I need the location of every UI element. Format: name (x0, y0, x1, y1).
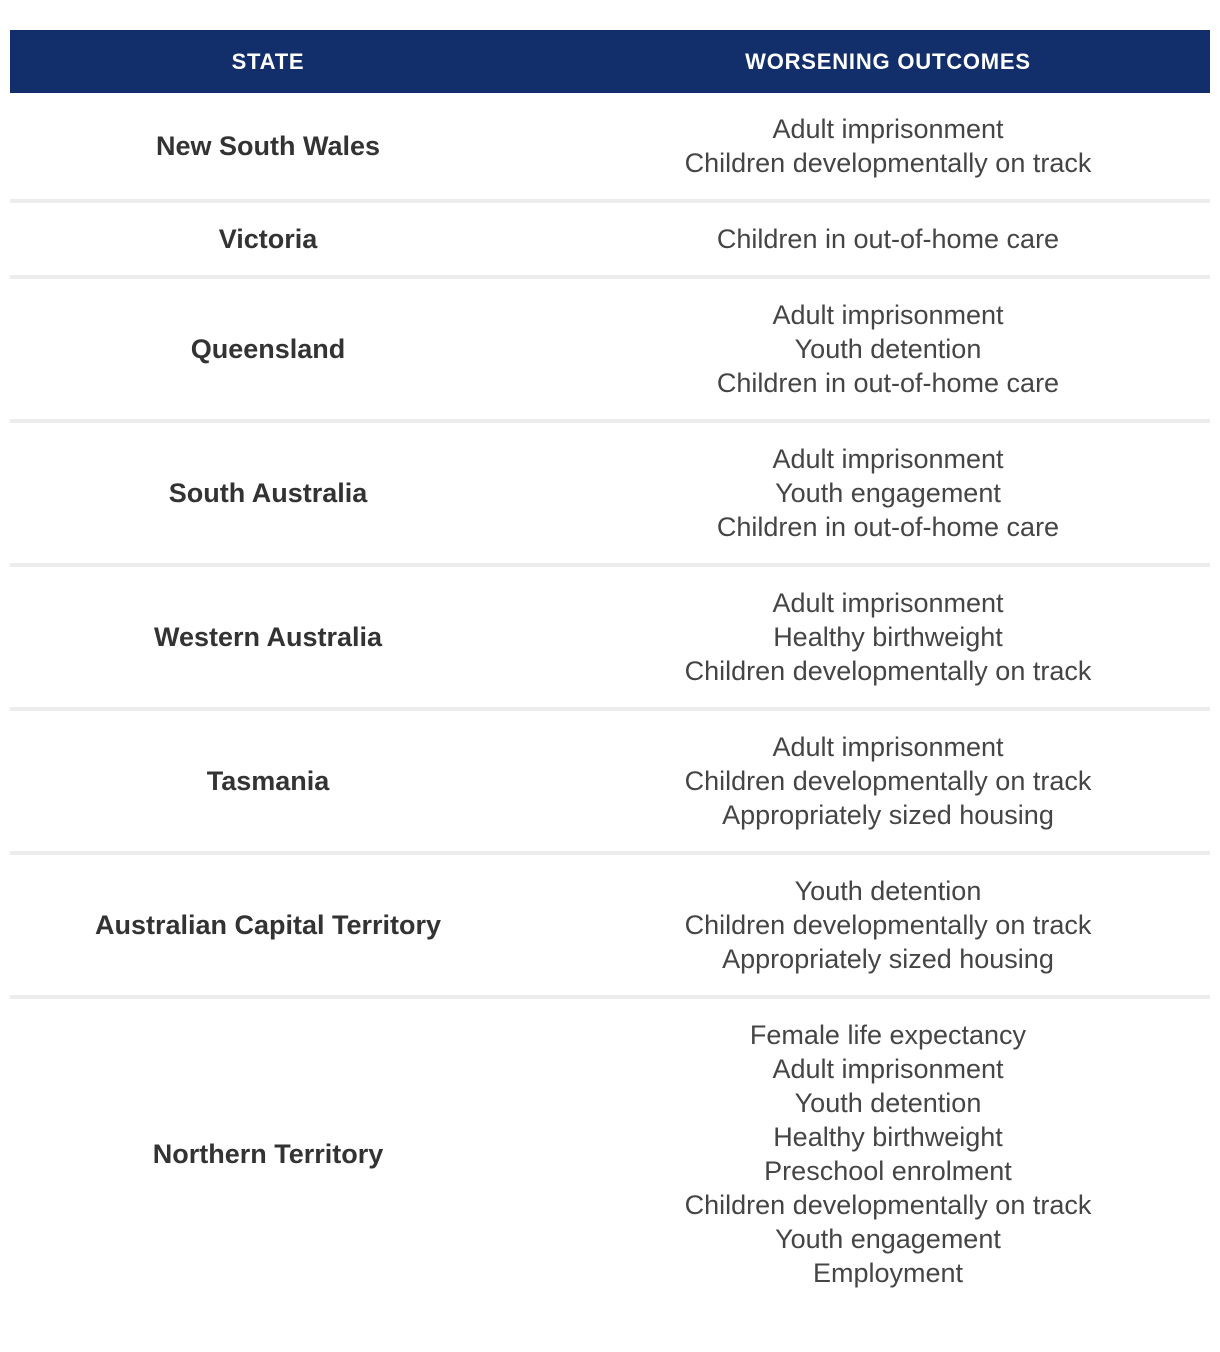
outcome-item: Youth detention (794, 876, 982, 906)
outcome-item: Youth detention (794, 1088, 982, 1118)
outcome-item: Youth engagement (775, 1224, 1001, 1254)
outcomes-cell (566, 222, 1210, 256)
state-cell: New South Wales (155, 131, 381, 161)
outcomes-cell (566, 586, 1210, 688)
state-cell: Western Australia (153, 622, 383, 652)
outcomes-cell (566, 730, 1210, 832)
outcome-item: Children in out-of-home care (716, 512, 1060, 542)
table-row (10, 93, 1210, 203)
outcome-item: Children in out-of-home care (716, 368, 1060, 398)
outcomes-cell (566, 112, 1210, 180)
table-row (10, 203, 1210, 279)
state-cell: South Australia (168, 478, 368, 508)
outcomes-cell (566, 442, 1210, 544)
header-cell-state: STATE (231, 48, 305, 74)
outcomes-cell (566, 298, 1210, 400)
state-cell: Queensland (190, 334, 346, 364)
state-cell: Victoria (218, 224, 318, 254)
outcome-item: Adult imprisonment (772, 1054, 1004, 1084)
outcome-item: Children developmentally on track (684, 1190, 1092, 1220)
outcome-item: Healthy birthweight (773, 622, 1003, 652)
outcome-item: Preschool enrolment (764, 1156, 1012, 1186)
outcomes-cell (566, 874, 1210, 976)
table-row (10, 279, 1210, 423)
outcomes-cell (566, 1018, 1210, 1290)
outcome-item: Children developmentally on track (684, 766, 1092, 796)
outcome-item: Adult imprisonment (772, 444, 1004, 474)
state-cell: Tasmania (206, 766, 330, 796)
outcome-item: Employment (812, 1258, 964, 1288)
table-body (10, 93, 1210, 1309)
outcome-item: Children in out-of-home care (716, 224, 1060, 254)
outcome-item: Children developmentally on track (684, 148, 1092, 178)
table-header-row (10, 30, 1210, 93)
outcome-item: Adult imprisonment (772, 588, 1004, 618)
outcome-item: Youth detention (794, 334, 982, 364)
outcome-item: Appropriately sized housing (722, 800, 1054, 830)
outcome-item: Female life expectancy (749, 1020, 1027, 1050)
table-row (10, 423, 1210, 567)
state-cell: Australian Capital Territory (94, 910, 442, 940)
header-cell-worsening-outcomes: WORSENING OUTCOMES (745, 48, 1031, 74)
table-row (10, 567, 1210, 711)
outcome-item: Adult imprisonment (772, 732, 1004, 762)
outcome-item: Children developmentally on track (684, 656, 1092, 686)
outcomes-table (10, 30, 1210, 1309)
outcome-item: Adult imprisonment (772, 300, 1004, 330)
outcome-item: Children developmentally on track (684, 910, 1092, 940)
state-cell: Northern Territory (152, 1139, 384, 1169)
table-row (10, 711, 1210, 855)
outcome-item: Healthy birthweight (773, 1122, 1003, 1152)
outcome-item: Appropriately sized housing (722, 944, 1054, 974)
outcome-item: Adult imprisonment (772, 114, 1004, 144)
table-row (10, 855, 1210, 999)
outcome-item: Youth engagement (775, 478, 1001, 508)
table-row (10, 999, 1210, 1309)
